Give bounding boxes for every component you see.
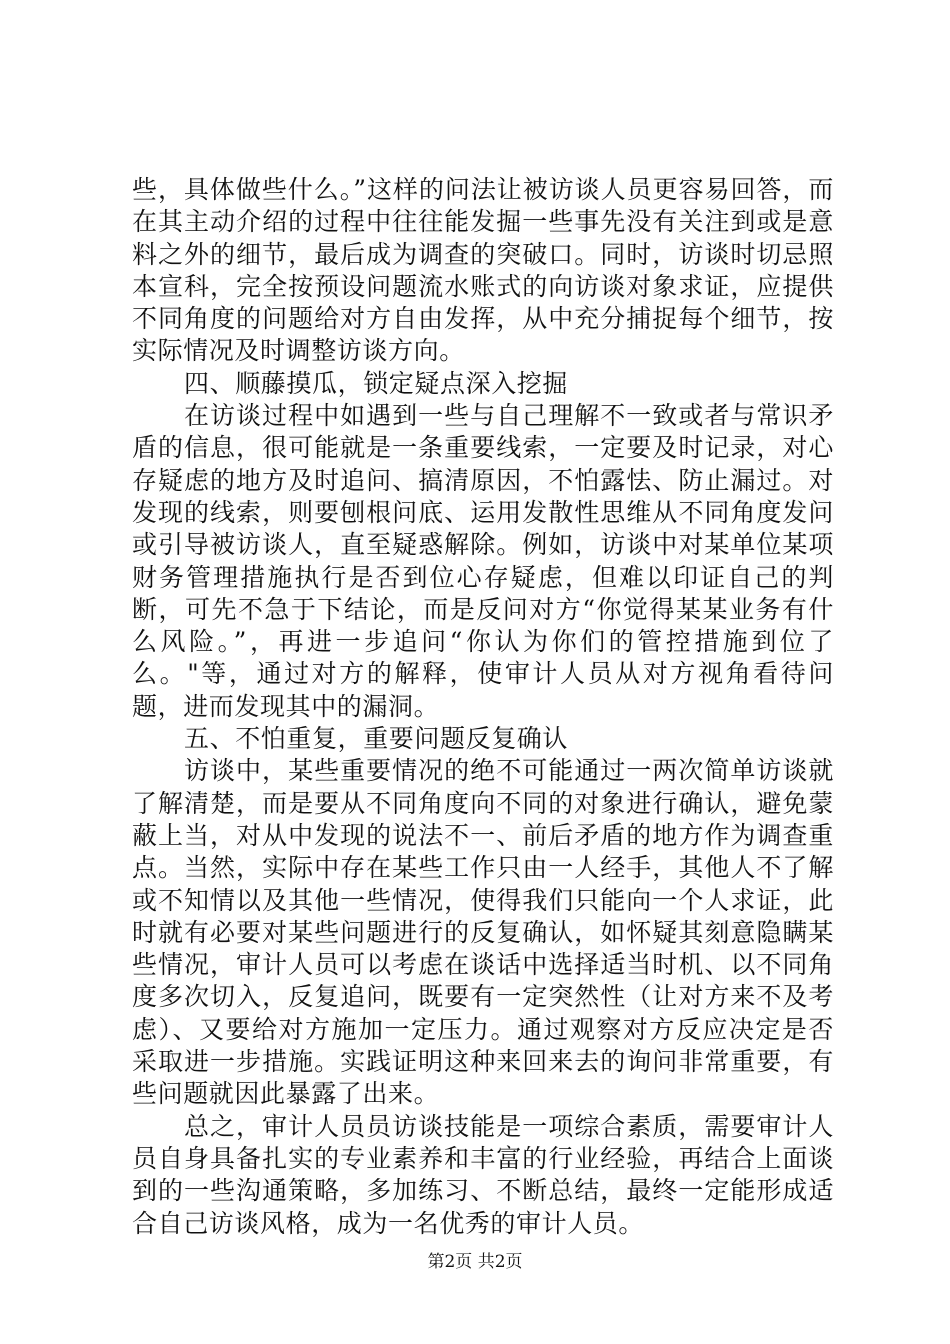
section-heading-four: 四、顺藤摸瓜，锁定疑点深入挖掘 — [184, 368, 569, 398]
page-number-footer: 第2页 共2页 — [427, 1252, 523, 1272]
paragraph-section-four: 在访谈过程中如遇到一些与自己理解不一致或者与常识矛盾的信息，很可能就是一条重要线索，一定要及时记录，对心存疑虑的地方及时追问、搞清原因，不怕露怯、防止漏过。对发现的线索，则要刨根问底、运用发散性思维从不同角度发问或引导被访谈人，直至疑惑解除。例如，访谈中对某单位某项财务管理措施执行是否到位心存疑虑，但难以印证自己的判断，可先不急于下结论，而是反问对方“你觉得某某业务有什么风险。”，再进一步追问“你认为你们的管控措施到位了么。"等，通过对方的解释，使审计人员从对方视角看待问题，进而发现其中的漏洞。 — [132, 401, 834, 721]
document-body — [132, 174, 834, 1240]
paragraph-continuation: 些，具体做些什么。”这样的问法让被访谈人员更容易回答，而在其主动介绍的过程中往往能发掘一些事先没有关注到或是意料之外的细节，最后成为调查的突破口。同时，访谈时切忌照本宣科，完全按预设问题流水账式的向访谈对象求证，应提供不同角度的问题给对方自由发挥，从中充分捕捉每个细节，按实际情况及时调整访谈方向。 — [132, 175, 834, 366]
section-heading-five: 五、不怕重复，重要问题反复确认 — [184, 724, 569, 754]
paragraph-section-five: 访谈中，某些重要情况的绝不可能通过一两次简单访谈就了解清楚，而是要从不同角度向不同的对象进行确认，避免蒙蔽上当，对从中发现的说法不一、前后矛盾的地方作为调查重点。当然，实际中存在某些工作只由一人经手，其他人不了解或不知情以及其他一些情况，使得我们只能向一个人求证，此时就有必要对某些问题进行的反复确认，如怀疑其刻意隐瞒某些情况，审计人员可以考虑在谈话中选择适当时机、以不同角度多次切入，反复追问，既要有一定突然性（让对方来不及考虑）、又要给对方施加一定压力。通过观察对方反应决定是否采取进一步措施。实践证明这种来回来去的询问非常重要，有些问题就因此暴露了出来。 — [132, 756, 834, 1109]
paragraph-conclusion: 总之，审计人员员访谈技能是一项综合素质，需要审计人员自身具备扎实的专业素养和丰富的行业经验，再结合上面谈到的一些沟通策略，多加练习、不断总结，最终一定能形成适合自己访谈风格，成为一名优秀的审计人员。 — [132, 1111, 834, 1238]
